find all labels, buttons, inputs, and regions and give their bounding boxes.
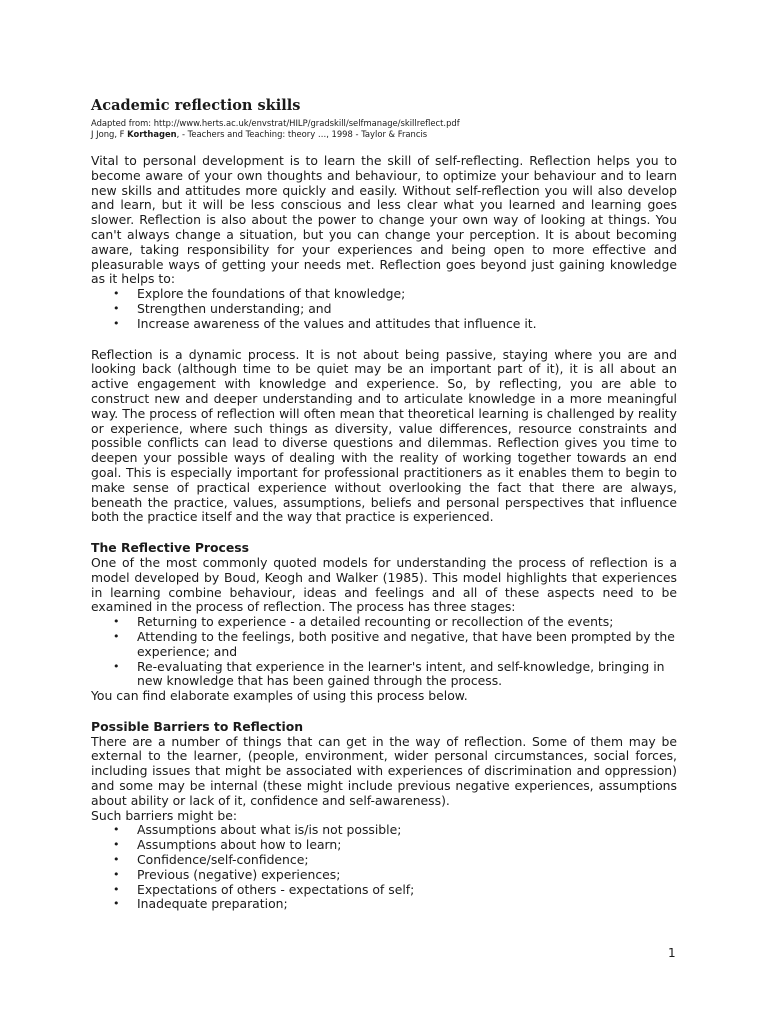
list-item-text: Assumptions about how to learn; <box>137 837 342 853</box>
list-item <box>113 315 677 332</box>
bullet-icon: • <box>113 316 120 330</box>
list-item <box>113 286 677 302</box>
list-item <box>113 881 677 898</box>
citation-author-bold: Korthagen <box>127 129 177 139</box>
reflective-process-paragraph: One of the most commonly quoted models for understanding the process of reflection is a model developed by Boud, Keogh and Walker (1985). This model highlights that experiences in learning combine behaviour, ideas and feelings and all of these aspects need to be examined in the process of reflection. The process has three stages: <box>91 554 677 615</box>
list-item-text: Strengthen understanding; and <box>137 300 332 316</box>
list-item <box>113 837 677 853</box>
bullet-icon: • <box>113 853 120 867</box>
bullet-icon: • <box>113 882 120 896</box>
document-title: Academic reflection skills <box>91 97 301 114</box>
bullet-icon: • <box>113 838 120 852</box>
bullet-icon: • <box>113 615 120 629</box>
list-item-text: Expectations of others - expectations of self; <box>137 881 415 897</box>
list-item <box>113 658 677 690</box>
list-item <box>113 822 677 838</box>
source-url-line: Adapted from: http://www.herts.ac.uk/envstrat/HILP/gradskill/selfmanage/skillreflect.pdf <box>91 118 460 128</box>
process-stages-list <box>91 615 677 689</box>
list-item-text: Assumptions about what is/is not possible; <box>137 822 402 838</box>
list-item <box>113 614 677 630</box>
list-item-text: Previous (negative) experiences; <box>137 866 341 882</box>
barriers-lead: Such barriers might be: <box>91 807 237 823</box>
process-examples-note: You can find elaborate examples of using this process below. <box>91 688 468 704</box>
citation-suffix: , - Teachers and Teaching: theory …, 1998 - Taylor & Francis <box>176 129 428 139</box>
intro-paragraph: Vital to personal development is to learn the skill of self-reflecting. Reflection helps you to become aware of your own thoughts and behaviour, to optimize your behaviour and to learn new skills and attitudes more quickly and easily. Without self-reflection you will also develop and learn, but it will be less conscious and less clear what you learned and learning goes slower. Reflection is also about the power to change your own way of looking at things. You can't always change a situation, but you can change your perception. It is about becoming aware, taking responsibility for your experiences and being open to more effective and pleasurable ways of getting your needs met. Reflection goes beyond just gaining knowledge as it helps to: <box>91 153 677 287</box>
bullet-icon: • <box>113 301 120 315</box>
list-item <box>113 300 677 317</box>
list-item <box>113 896 677 912</box>
dynamic-process-paragraph: Reflection is a dynamic process. It is not about being passive, staying where you are and looking back (although time to be quiet may be an important part of it), it is all about an active engagement with knowledge and experience. So, by reflecting, you are able to construct new and deeper understanding and to articulate knowledge in a more meaningful way. The process of reflection will often mean that theoretical learning is challenged by reality or experience, where such things as diversity, value differences, resource constraints and possible conflicts can lead to diverse questions and dilemmas. Reflection gives you time to deepen your possible ways of dealing with the reality of working together towards an end goal. This is especially important for professional practitioners as it enables them to begin to make sense of practical experience without overlooking the fact that there are always, beneath the practice, values, assumptions, beliefs and personal perspectives that influence both the practice itself and the way that practice is experienced. <box>91 346 677 525</box>
bullet-icon: • <box>113 659 120 673</box>
list-item-text: Re-evaluating that experience in the learner's intent, and self-knowledge, bringing in new knowledge that has been gained through the process. <box>137 658 665 689</box>
reflective-process-heading: The Reflective Process <box>91 540 250 556</box>
list-item-text: Attending to the feelings, both positive and negative, that have been prompted by the experience; and <box>137 628 675 659</box>
list-item-text: Increase awareness of the values and attitudes that influence it. <box>137 315 537 331</box>
barriers-heading: Possible Barriers to Reflection <box>91 718 304 734</box>
citation-line <box>91 129 677 140</box>
barriers-paragraph: There are a number of things that can get in the way of reflection. Some of them may be external to the learner, (people, environment, wider personal circumstances, social forces, including issues that might be associated with experiences of discrimination and oppression) and some may be internal (these might include previous negative experiences, assumptions about ability or lack of it, confidence and self-awareness). <box>91 733 677 808</box>
bullet-icon: • <box>113 823 120 837</box>
document-page <box>91 96 677 912</box>
citation-prefix: J Jong, F <box>91 129 128 139</box>
bullet-icon: • <box>113 287 120 301</box>
page-number: 1 <box>668 946 676 960</box>
list-item-text: Returning to experience - a detailed recounting or recollection of the events; <box>137 614 614 630</box>
list-item-text: Explore the foundations of that knowledge; <box>137 286 406 302</box>
barriers-list <box>91 823 677 912</box>
list-item <box>113 628 677 660</box>
list-item-text: Confidence/self-confidence; <box>137 852 309 868</box>
list-item <box>113 852 677 868</box>
list-item <box>113 866 677 883</box>
bullet-icon: • <box>113 629 120 643</box>
list-item-text: Inadequate preparation; <box>137 896 288 912</box>
bullet-icon: • <box>113 867 120 881</box>
intro-bullet-list <box>91 287 677 331</box>
bullet-icon: • <box>113 897 120 911</box>
